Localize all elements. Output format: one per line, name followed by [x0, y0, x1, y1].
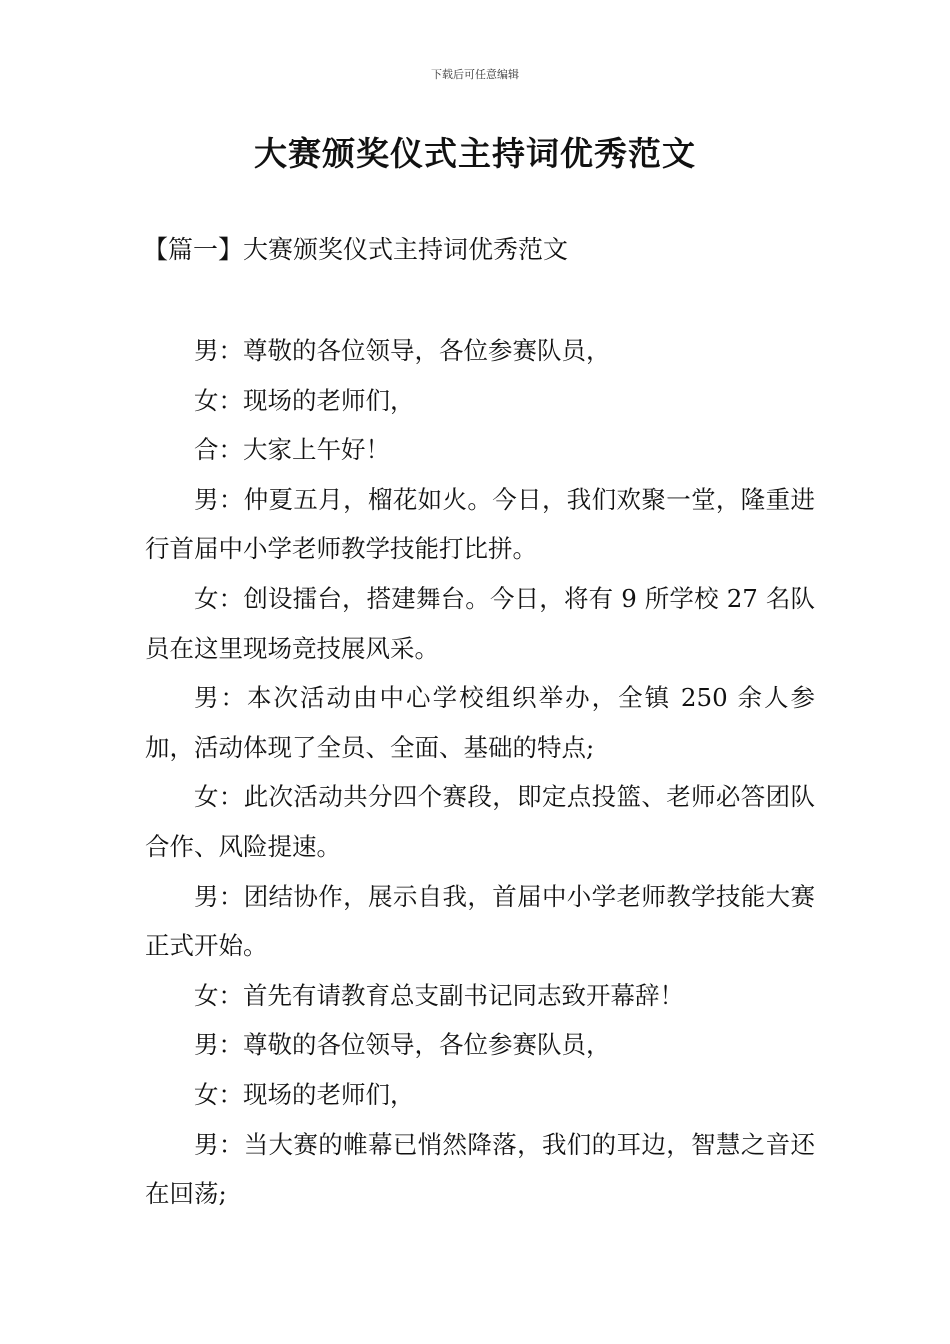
- paragraph: 男：尊敬的各位领导，各位参赛队员，: [194, 336, 611, 365]
- paragraph: 男：尊敬的各位领导，各位参赛队员，: [194, 1030, 611, 1060]
- paragraph: 女：创设擂台，搭建舞台。今日，将有 9 所学校 27 名队员在这里现场竞技展风采。: [145, 583, 815, 663]
- section-heading: 【篇一】大赛颁奖仪式主持词优秀范文: [143, 235, 569, 264]
- paragraph: 女：此次活动共分四个赛段，即定点投篮、老师必答团队合作、风险提速。: [145, 782, 815, 861]
- header-note: 下载后可任意编辑: [431, 68, 519, 81]
- paragraph: 男：本次活动由中心学校组织举办，全镇 250 余人参加，活动体现了全员、全面、基础的特点;: [145, 683, 815, 762]
- paragraph: 合：大家上午好！: [194, 435, 390, 465]
- paragraph: 男：团结协作，展示自我，首届中小学老师教学技能大赛正式开始。: [145, 881, 815, 961]
- paragraph: 男：仲夏五月，榴花如火。今日，我们欢聚一堂，隆重进行首届中小学老师教学技能打比拼。: [145, 484, 815, 564]
- paragraph: 女：现场的老师们，: [194, 385, 415, 415]
- paragraph: 女：首先有请教育总支副书记同志致开幕辞！: [194, 980, 684, 1010]
- document-body: [145, 326, 815, 1219]
- paragraph: 男：当大赛的帷幕已悄然降落，我们的耳边，智慧之音还在回荡;: [145, 1129, 815, 1209]
- paragraph: 女：现场的老师们，: [194, 1079, 415, 1109]
- document-title: 大赛颁奖仪式主持词优秀范文: [254, 134, 696, 173]
